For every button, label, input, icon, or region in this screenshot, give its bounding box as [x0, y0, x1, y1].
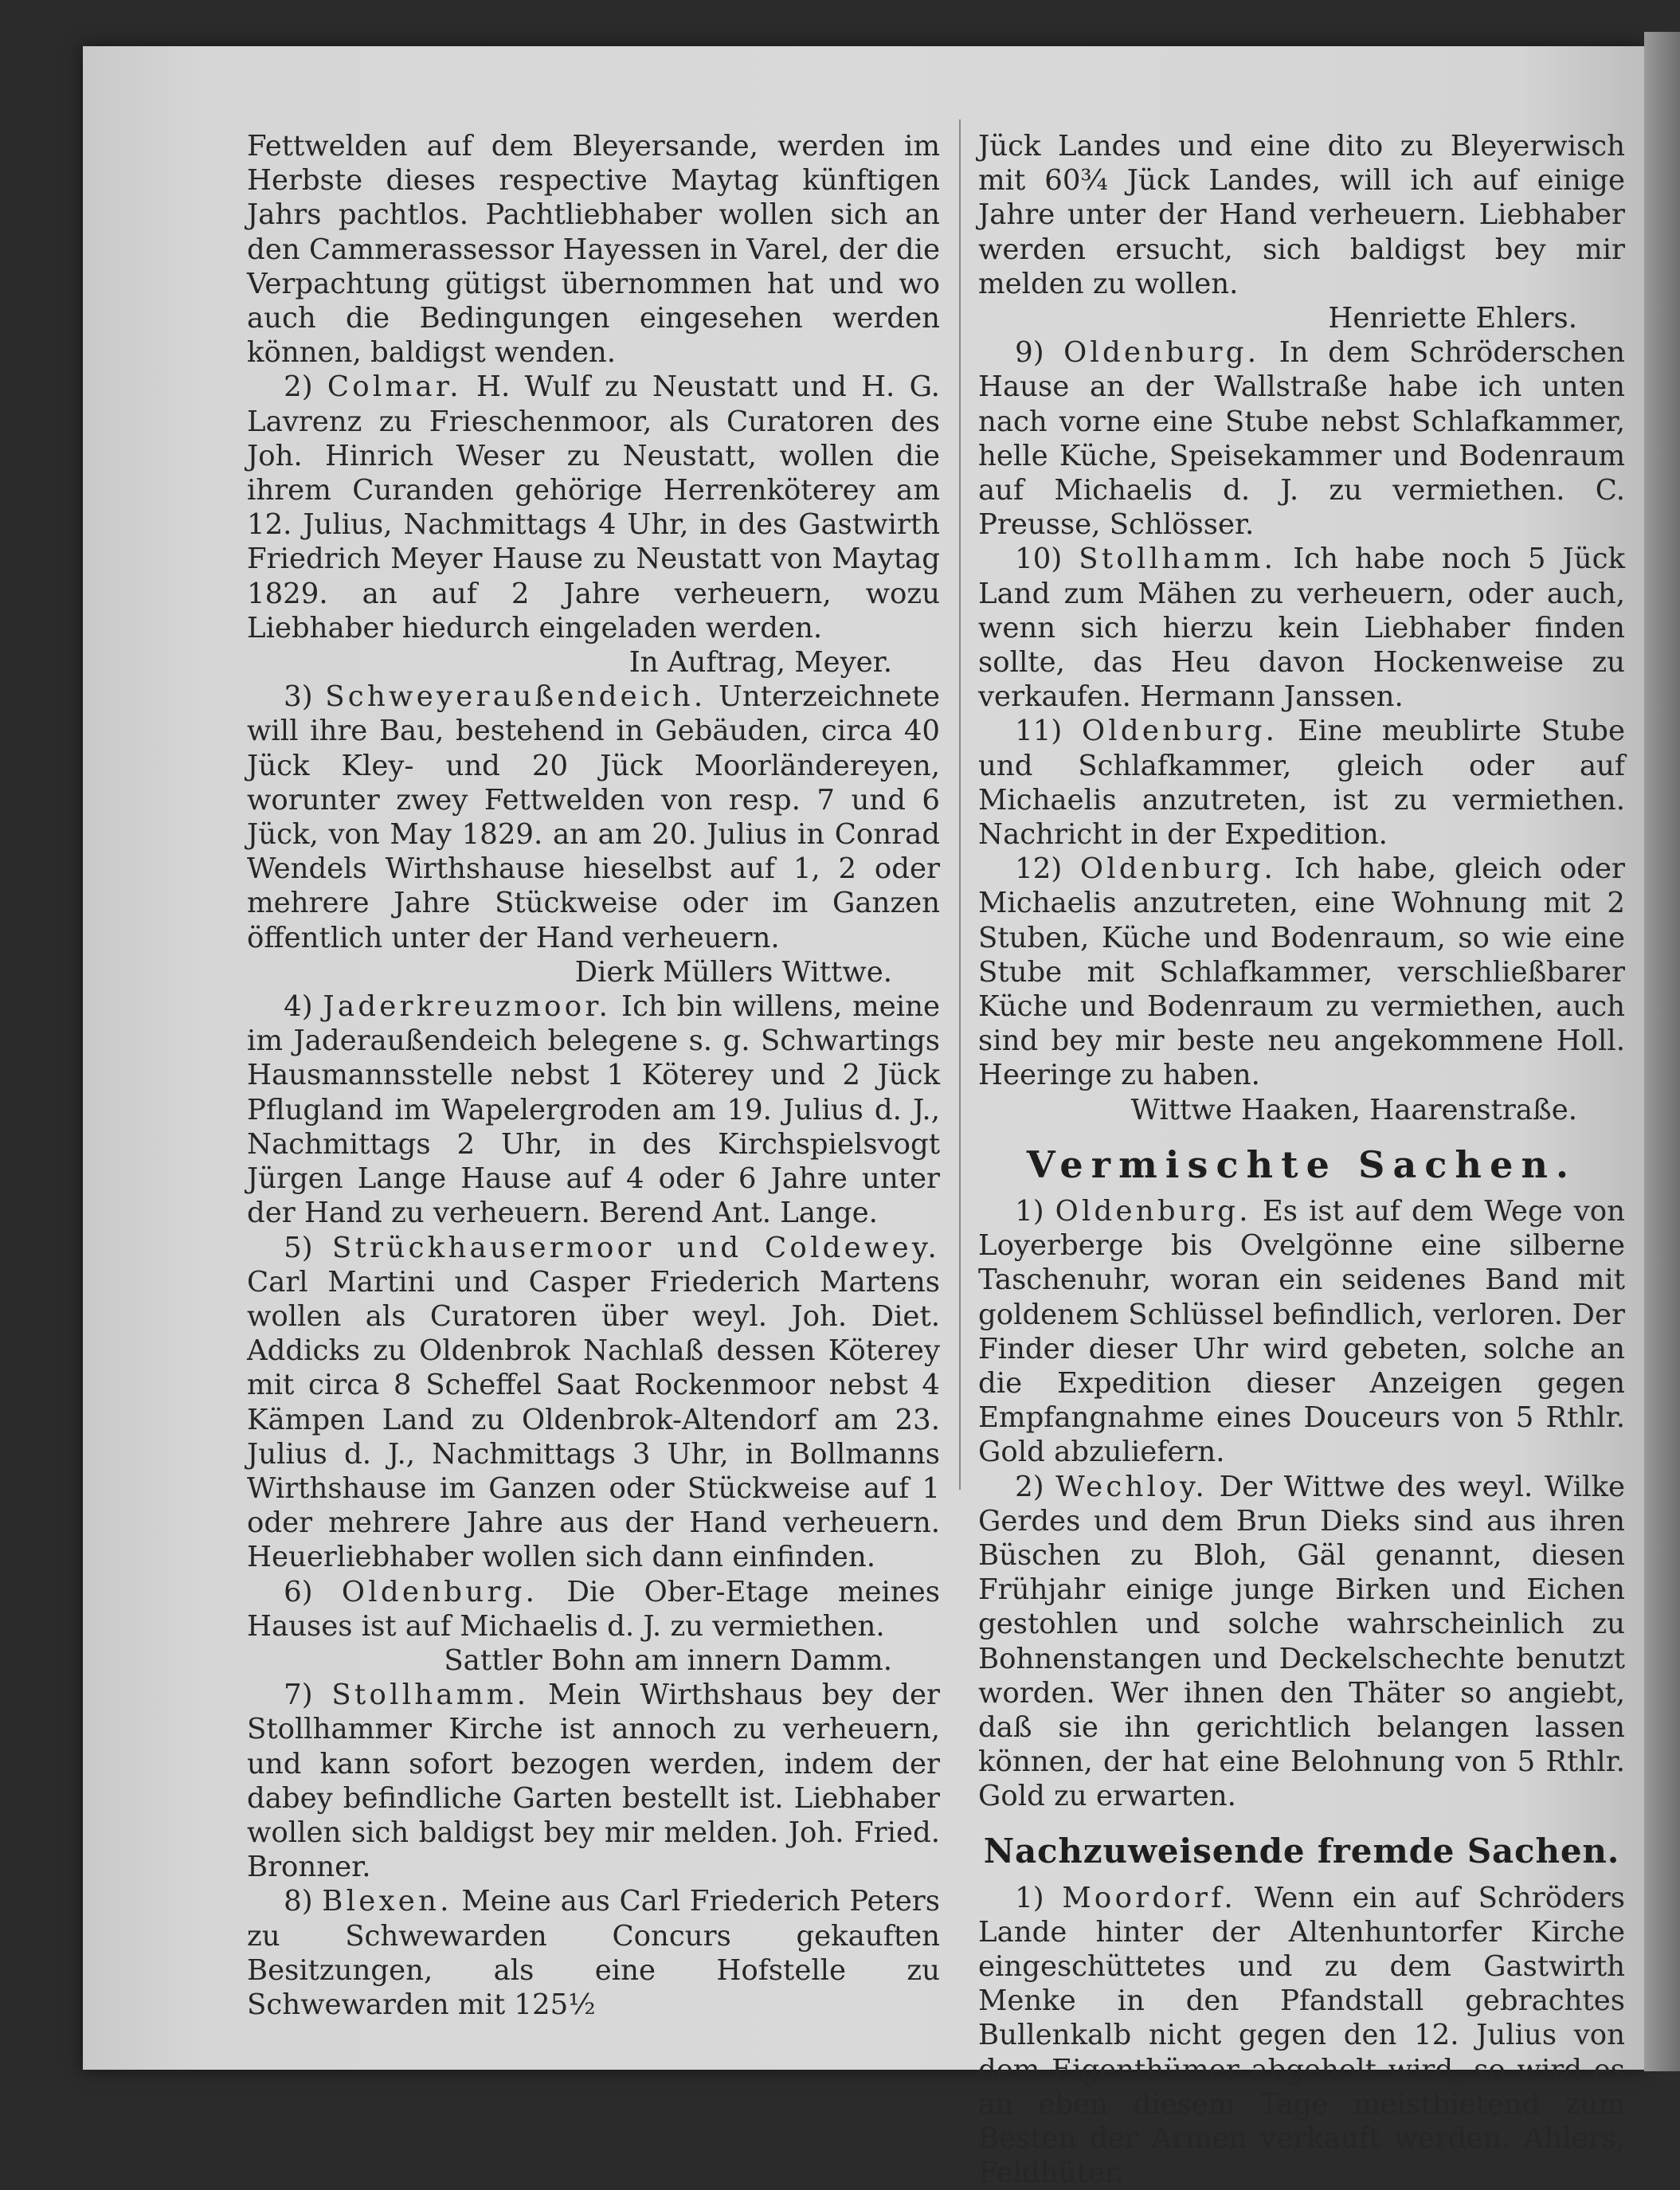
advertisement-entry [978, 1881, 1625, 2190]
entry-number: 3) [284, 680, 313, 714]
entry-text: Jück Landes und eine dito zu Bleyerwisch mit 60¾ Jück Landes, will ich auf einige Jahre unter der Hand verheuern. Liebhaber werden ersucht, sich baldigst bey mir melden zu wollen. [978, 130, 1625, 300]
advertisement-entry [978, 1470, 1625, 1814]
section-heading-vermischte: Vermischte Sachen. [1026, 1142, 1577, 1186]
entry-text: Ich habe, gleich oder Michaelis anzutreten, eine Wohnung mit 2 Stuben, Küche und Bodenraum, so wie eine Stube mit Schlafkammer, verschließbarer Küche und Bodenraum zu vermiethen, auch sind bey mir beste neu angekommene Holl. Heeringe zu haben. [978, 852, 1625, 1092]
entry-text: Eine meublirte Stube und Schlafkammer, gleich oder auf Michaelis anzutreten, ist zu vermiethen. Nachricht in der Expedition. [978, 715, 1625, 852]
entry-place: Schweyeraußendeich. [325, 680, 707, 714]
entry-text: Mein Wirthshaus bey der Stollhammer Kirche ist annoch zu verheuern, und kann sofort bezogen werden, indem der dabey befindliche Garten bestellt ist. Liebhaber wollen sich baldigst bey mir melden. Joh. Fried. Bronner. [247, 1679, 940, 1884]
entry-number: 8) [284, 1885, 313, 1918]
entry-number: 9) [1015, 336, 1044, 370]
entry-place: Moordorf. [1062, 1881, 1236, 1914]
advertisement-entry [247, 370, 940, 645]
entry-place: Blexen. [322, 1885, 452, 1918]
entry-place: Jaderkreuzmoor. [323, 990, 612, 1024]
entry-place: Oldenburg. [341, 1575, 538, 1608]
advertisement-entry [247, 129, 940, 370]
entry-number: 6) [284, 1575, 313, 1608]
advertisement-entry [247, 1575, 940, 1643]
entry-number: 1) [1015, 1881, 1044, 1914]
entry-number: 10) [1015, 543, 1063, 576]
advertisement-entry [978, 129, 1625, 301]
column-divider [959, 119, 961, 1490]
right-column-nachzuweisende-ads [978, 1881, 1625, 2190]
advertisement-entry [247, 1884, 940, 2022]
entry-place: Oldenburg. [1081, 715, 1279, 748]
entry-signature: Dierk Müllers Wittwe. [574, 955, 892, 989]
entry-text: Die Ober-Etage meines Hauses ist auf Michaelis d. J. zu vermiethen. [247, 1575, 940, 1643]
right-column-vermischte-ads [978, 1194, 1625, 1814]
advertisement-entry [247, 1231, 940, 1575]
entry-signature: Wittwe Haaken, Haarenstraße. [1130, 1093, 1577, 1126]
entry-text: Der Wittwe des weyl. Wilke Gerdes und dem Brun Dieks sind aus ihren Büschen zu Bloh, Gäl genannt, diesen Frühjahr einige junge Birken und Eichen gestohlen und solche wahrscheinlich zu Bohnenstangen und Deckelschechte benutzt worden. Wer ihnen den Thäter so angiebt, daß sie ihn gerichtlich belangen lassen können, der hat eine Belohnung von 5 Rthlr. Gold zu erwarten. [978, 1470, 1625, 1813]
entry-place: Oldenburg. [1063, 336, 1260, 370]
entry-text: Carl Martini und Casper Friederich Martens wollen als Curatoren über weyl. Joh. Diet. Addicks zu Oldenbrok Nachlaß dessen Köterey mit circa 8 Scheffel Saat Rockenmoor nebst 4 Kämpen Land zu Oldenbrok-Altendorf am 23. Julius d. J., Nachmittags 3 Uhr, in Bollmanns Wirthshause im Ganzen oder Stückweise auf 1 oder mehrere Jahre aus der Hand verheuern. Heuerliebhaber wollen sich dann einfinden. [247, 1265, 940, 1574]
advertisement-entry [247, 680, 940, 955]
entry-number: 7) [284, 1679, 313, 1712]
entry-text: In dem Schröderschen Hause an der Wallstraße habe ich unten nach vorne eine Stube nebst Schlafkammer, helle Küche, Speisekammer und Bodenraum auf Michaelis d. J. zu vermiethen. C. Preusse, Schlösser. [978, 336, 1625, 542]
advertisement-entry [978, 335, 1625, 542]
entry-place: Strückhausermoor und Coldewey. [332, 1231, 940, 1264]
left-column [247, 129, 940, 2022]
section-heading-nachzuweisende: Nachzuweisende fremde Sachen. [983, 1831, 1620, 1871]
advertisement-entry [247, 1678, 940, 1884]
right-column-top-ads [978, 129, 1625, 1127]
entry-text: Es ist auf dem Wege von Loyerberge bis Ovelgönne eine silberne Taschenuhr, woran ein seidenes Band mit goldenem Schlüssel befindlich, verloren. Der Finder dieser Uhr wird gebeten, solche an die Expedition dieser Anzeigen gegen Empfangnahme eines Douceurs von 5 Rthlr. Gold abzuliefern. [978, 1194, 1625, 1469]
entry-text: Unterzeichnete will ihre Bau, bestehend in Gebäuden, circa 40 Jück Kley- und 20 Jück Moorländereyen, worunter zwey Fettwelden von resp. 7 und 6 Jück, von May 1829. an am 20. Julius in Conrad Wendels Wirthshause hieselbst auf 1, 2 oder mehrere Jahre Stückweise oder im Ganzen öffentlich unter der Hand verheuern. [247, 680, 940, 954]
entry-place: Oldenburg. [1055, 1194, 1251, 1228]
entry-place: Colmar. [327, 370, 462, 404]
entry-number: 2) [284, 370, 313, 404]
entry-text: Meine aus Carl Friederich Peters zu Schwewarden Concurs gekauften Besitzungen, als eine Hofstelle zu Schwewarden mit 125½ [247, 1885, 940, 2021]
adjacent-page-edge [1644, 32, 1680, 2071]
entry-signature: Sattler Bohn am innern Damm. [444, 1643, 892, 1677]
entry-text: Ich bin willens, meine im Jaderaußendeich belegene s. g. Schwartings Hausmannsstelle nebst 1 Köterey und 2 Jück Pflugland im Wapelergroden am 19. Julius d. J., Nachmittags 2 Uhr, in des Kirchspielsvogt Jürgen Lange Hause auf 4 oder 6 Jahre unter der Hand zu verheuern. Berend Ant. Lange. [247, 990, 940, 1230]
entry-number: 12) [1015, 852, 1063, 886]
entry-text: Wenn ein auf Schröders Lande hinter der Altenhuntorfer Kirche eingeschüttetes und zu dem Gastwirth Menke in den Pfandstall gebrachtes Bullenkalb nicht gegen den 12. Julius von dem Eigenthümer abgeholt wird, so wird es an eben diesem Tage meistbietend zum Besten der Armen verkauft werden. Ahlers, Feldhüter. [978, 1881, 1625, 2190]
entry-text: Fettwelden auf dem Bleyersande, werden im Herbste dieses respective Maytag künftigen Jahrs pachtlos. Pachtliebhaber wollen sich an den Cammerassessor Hayessen in Varel, der die Verpachtung gütigst übernommen hat und wo auch die Bedingungen eingesehen werden können, baldigst wenden. [247, 130, 940, 370]
entry-number: 2) [1015, 1470, 1044, 1503]
right-column [978, 129, 1625, 2190]
advertisement-entry [978, 542, 1625, 714]
advertisement-entry [978, 1194, 1625, 1470]
entry-place: Stollhamm. [331, 1679, 530, 1712]
entry-signature: Henriette Ehlers. [1328, 302, 1577, 335]
entry-number: 4) [284, 990, 313, 1024]
advertisement-entry [247, 989, 940, 1230]
entry-number: 11) [1015, 715, 1063, 748]
entry-number: 1) [1015, 1194, 1044, 1228]
entry-number: 5) [284, 1231, 313, 1264]
entry-place: Oldenburg. [1079, 852, 1277, 886]
entry-place: Wechloy. [1055, 1470, 1208, 1503]
entry-text: H. Wulf zu Neustatt und H. G. Lavrenz zu Frieschenmoor, als Curatoren des Joh. Hinrich Weser zu Neustatt, wollen die ihrem Curanden gehörige Herrenköterey am 12. Julius, Nachmittags 4 Uhr, in des Gastwirth Friedrich Meyer Hause zu Neustatt von Maytag 1829. an auf 2 Jahre verheuern, wozu Liebhaber hiedurch eingeladen werden. [247, 370, 940, 644]
advertisement-entry [978, 714, 1625, 852]
advertisement-entry [978, 852, 1625, 1092]
entry-text: Ich habe noch 5 Jück Land zum Mähen zu verheuern, oder auch, wenn sich hierzu kein Liebhaber finden sollte, das Heu davon Hockenweise zu verkaufen. Hermann Janssen. [978, 543, 1625, 714]
entry-place: Stollhamm. [1079, 543, 1277, 576]
entry-signature: In Auftrag, Meyer. [629, 646, 892, 680]
